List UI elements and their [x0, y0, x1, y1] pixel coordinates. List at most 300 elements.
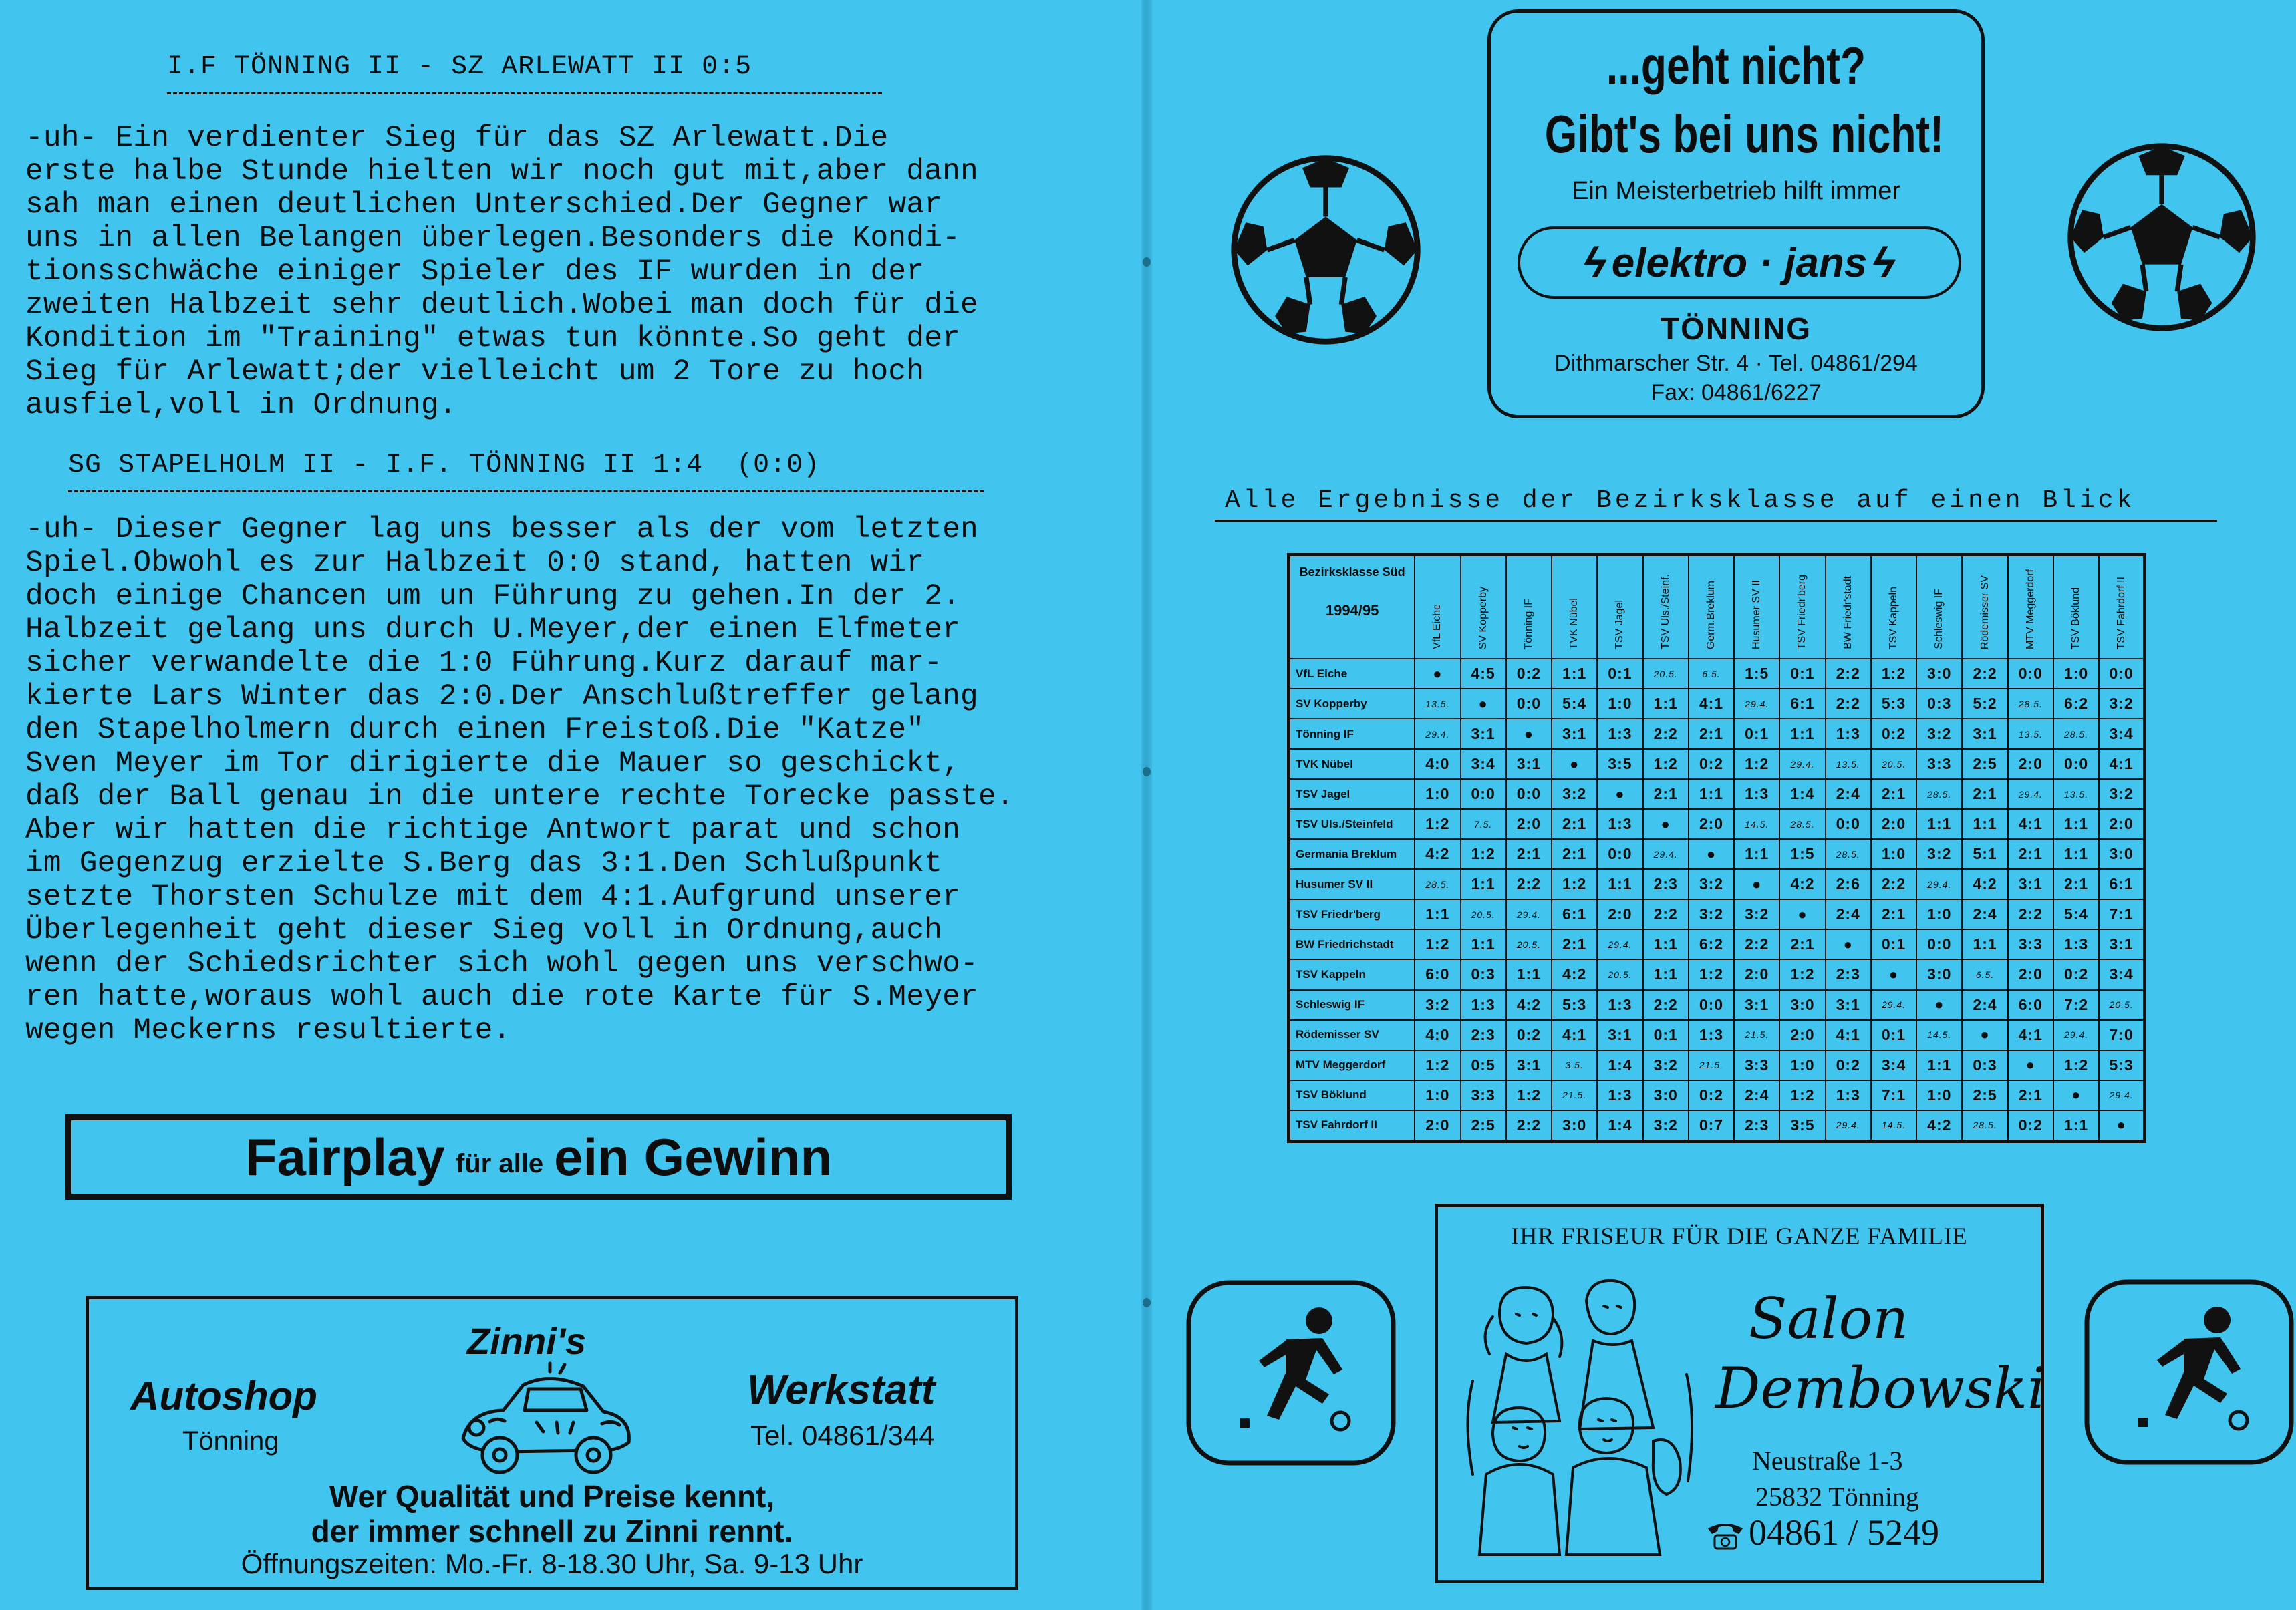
result-cell: 28.5. — [1415, 869, 1460, 899]
result-cell: 2:5 — [1962, 1080, 2007, 1110]
result-cell: 3:1 — [1506, 749, 1552, 779]
soccer-ball-icon — [2065, 140, 2259, 334]
result-cell: 6:0 — [1415, 959, 1460, 989]
result-cell: 20.5. — [1506, 929, 1552, 959]
salon-header: IHR FRISEUR FÜR DIE GANZE FAMILIE — [1511, 1223, 1968, 1249]
result-cell: 3:0 — [1643, 1080, 1689, 1110]
result-cell: 0:1 — [1871, 929, 1916, 959]
result-cell: 3:4 — [2099, 719, 2144, 749]
salon-street: Neustraße 1-3 — [1752, 1446, 1903, 1476]
article1-heading-underline — [167, 92, 882, 94]
result-cell: 1:1 — [1461, 869, 1506, 899]
result-cell: 2:0 — [2099, 809, 2144, 839]
result-cell: 1:1 — [1643, 929, 1689, 959]
result-cell: 3:2 — [1689, 899, 1734, 929]
result-cell: 2:1 — [1643, 779, 1689, 809]
fairplay-word: Fairplay — [245, 1127, 445, 1186]
result-cell: 3:2 — [1916, 839, 1962, 869]
result-cell: 0:1 — [1871, 1020, 1916, 1050]
salon-name-1: Salon — [1749, 1286, 1909, 1351]
result-cell: 6:1 — [1779, 689, 1825, 719]
result-cell: 3:2 — [1552, 779, 1597, 809]
result-cell: 1:1 — [1643, 689, 1689, 719]
result-cell: 6:0 — [2008, 990, 2053, 1020]
result-cell: 2:5 — [1461, 1110, 1506, 1142]
league-name: Bezirksklasse Süd — [1299, 565, 1405, 579]
result-cell: 4:1 — [1552, 1020, 1597, 1050]
result-cell: 3:1 — [1552, 719, 1597, 749]
result-cell: 1:1 — [2053, 839, 2099, 869]
result-cell: 3:1 — [1734, 990, 1779, 1020]
result-cell: 29.4. — [1871, 990, 1916, 1020]
result-cell: 2:0 — [1779, 1020, 1825, 1050]
team-name: TSV Friedr'berg — [1289, 899, 1415, 929]
result-cell: 2:3 — [1734, 1110, 1779, 1142]
result-cell: 1:0 — [1597, 689, 1642, 719]
column-header-label: TSV Jagel — [1614, 600, 1626, 649]
result-cell: 2:1 — [2008, 839, 2053, 869]
result-cell: 0:1 — [1779, 659, 1825, 689]
result-cell: 29.4. — [1506, 899, 1552, 929]
result-cell: 0:0 — [1916, 929, 1962, 959]
result-cell: 1:0 — [1779, 1050, 1825, 1080]
self-match-dot: ● — [1597, 779, 1642, 809]
column-header-label: VfL Eiche — [1431, 604, 1443, 649]
article-line: tionsschwäche einiger Spieler des IF wurden in der — [25, 255, 925, 289]
result-cell: 3:5 — [1779, 1110, 1825, 1142]
self-match-dot: ● — [1461, 689, 1506, 719]
column-header — [1415, 555, 1460, 659]
lightning-bolt-icon: ϟ — [1583, 238, 1606, 287]
result-cell: 29.4. — [1826, 1110, 1871, 1142]
result-cell: 2:2 — [1826, 659, 1871, 689]
column-header-label: MTV Meggerdorf — [2024, 569, 2036, 649]
result-cell: 2:0 — [1689, 809, 1734, 839]
result-cell: 5:3 — [2099, 1050, 2144, 1080]
result-cell: 2:4 — [1826, 779, 1871, 809]
self-match-dot: ● — [1643, 809, 1689, 839]
result-cell: 2:2 — [1962, 659, 2007, 689]
result-cell: 3:4 — [2099, 959, 2144, 989]
team-name: TSV Böklund — [1289, 1080, 1415, 1110]
result-cell: 2:1 — [1962, 779, 2007, 809]
column-header-label: TSV Böklund — [2070, 587, 2082, 649]
result-cell: 2:2 — [1643, 990, 1689, 1020]
result-cell: 1:1 — [1643, 959, 1689, 989]
result-cell: 29.4. — [1415, 719, 1460, 749]
zinni-advertisement — [86, 1296, 1018, 1590]
result-cell: 1:1 — [1916, 1050, 1962, 1080]
table-row — [1289, 779, 2145, 809]
column-header — [1643, 555, 1689, 659]
result-cell: 1:2 — [1643, 749, 1689, 779]
result-cell: 3:2 — [1643, 1050, 1689, 1080]
salon-phone: 04861 / 5249 — [1749, 1512, 1940, 1553]
article-line: Kondition im "Training" etwas tun könnte.So geht der — [25, 322, 961, 355]
article-line: den Stapelholmern durch einen Freistoß.Die "Katze" — [25, 713, 925, 747]
result-cell: 4:2 — [1506, 990, 1552, 1020]
result-cell: 2:3 — [1643, 869, 1689, 899]
result-cell: 1:0 — [2053, 659, 2099, 689]
result-cell: 4:1 — [2008, 1020, 2053, 1050]
column-header-label: Husumer SV II — [1751, 579, 1763, 649]
result-cell: 1:3 — [1734, 779, 1779, 809]
result-cell: 0:5 — [1461, 1050, 1506, 1080]
result-cell: 3.5. — [1552, 1050, 1597, 1080]
team-name: VfL Eiche — [1289, 659, 1415, 689]
result-cell: 5:3 — [1871, 689, 1916, 719]
result-cell: 1:3 — [1689, 1020, 1734, 1050]
self-match-dot: ● — [1552, 749, 1597, 779]
elektro-tagline: Ein Meisterbetrieb hilft immer — [1571, 177, 1901, 205]
result-cell: 1:0 — [1871, 839, 1916, 869]
result-cell: 13.5. — [2008, 719, 2053, 749]
result-cell: 5:4 — [1552, 689, 1597, 719]
result-cell: 3:1 — [2008, 869, 2053, 899]
result-cell: 1:2 — [1415, 929, 1460, 959]
family-illustration-icon — [1453, 1274, 1707, 1568]
soccer-player-pictogram-icon — [2084, 1278, 2295, 1466]
result-cell: 3:1 — [1826, 990, 1871, 1020]
result-cell: 4:0 — [1415, 1020, 1460, 1050]
article-line: Halbzeit gelang uns durch U.Meyer,der einen Elfmeter — [25, 613, 961, 647]
result-cell: 3:0 — [1916, 959, 1962, 989]
table-row — [1289, 1050, 2145, 1080]
result-cell: 20.5. — [1643, 659, 1689, 689]
article-line: -uh- Ein verdienter Sieg für das SZ Arlewatt.Die — [25, 122, 889, 155]
result-cell: 4:0 — [1415, 749, 1460, 779]
article-line: wenn der Schiedsrichter sich wohl gegen uns verschwo- — [25, 947, 978, 981]
result-cell: 2:2 — [1734, 929, 1779, 959]
result-cell: 2:6 — [1826, 869, 1871, 899]
result-cell: 4:2 — [1916, 1110, 1962, 1142]
result-cell: 6:2 — [1689, 929, 1734, 959]
result-cell: 2:1 — [1552, 839, 1597, 869]
column-header-label: TSV Kappeln — [1888, 586, 1900, 649]
team-name: Rödemisser SV — [1289, 1020, 1415, 1050]
self-match-dot: ● — [1826, 929, 1871, 959]
column-header-label: TSV Friedr'berg — [1796, 574, 1808, 649]
result-cell: 0:3 — [1916, 689, 1962, 719]
result-cell: 1:2 — [1415, 809, 1460, 839]
result-cell: 2:1 — [1552, 929, 1597, 959]
result-cell: 0:0 — [1826, 809, 1871, 839]
result-cell: 0:2 — [2053, 959, 2099, 989]
result-cell: 2:4 — [1826, 899, 1871, 929]
article-line: Spiel.Obwohl es zur Halbzeit 0:0 stand, hatten wir — [25, 546, 925, 580]
result-cell: 7:1 — [1871, 1080, 1916, 1110]
zinni-opening-hours: Öffnungszeiten: Mo.-Fr. 8-18.30 Uhr, Sa. 9-13 Uhr — [241, 1548, 863, 1579]
result-cell: 4:1 — [1689, 689, 1734, 719]
result-cell: 29.4. — [1734, 689, 1779, 719]
table-row — [1289, 809, 2145, 839]
result-cell: 29.4. — [1597, 929, 1642, 959]
soccer-ball-icon — [1228, 152, 1423, 347]
result-cell: 2:3 — [1461, 1020, 1506, 1050]
result-cell: 1:1 — [1962, 929, 2007, 959]
result-cell: 1:3 — [1826, 1080, 1871, 1110]
article-line: Überlegenheit geht dieser Sieg voll in Ordnung,auch — [25, 914, 943, 947]
result-cell: 7:0 — [2099, 1020, 2144, 1050]
result-cell: 2:2 — [1826, 689, 1871, 719]
result-cell: 0:2 — [1826, 1050, 1871, 1080]
result-cell: 0:0 — [2053, 749, 2099, 779]
article2-heading-underline — [68, 490, 984, 492]
result-cell: 20.5. — [1461, 899, 1506, 929]
salon-city: 25832 Tönning — [1755, 1482, 1919, 1512]
result-cell: 29.4. — [1643, 839, 1689, 869]
table-row — [1289, 659, 2145, 689]
result-cell: 1:5 — [1734, 659, 1779, 689]
elektro-address: Dithmarscher Str. 4 · Tel. 04861/294 — [1554, 351, 1918, 376]
result-cell: 1:1 — [1962, 809, 2007, 839]
result-cell: 3:3 — [2008, 929, 2053, 959]
result-cell: 13.5. — [1826, 749, 1871, 779]
autoshop-city: Tönning — [182, 1426, 279, 1456]
result-cell: 1:5 — [1779, 839, 1825, 869]
result-cell: 1:1 — [1415, 899, 1460, 929]
result-cell: 1:1 — [1461, 929, 1506, 959]
result-cell: 6:1 — [2099, 869, 2144, 899]
result-cell: 28.5. — [1916, 779, 1962, 809]
result-cell: 1:2 — [2053, 1050, 2099, 1080]
article-line: wegen Meckerns resultierte. — [25, 1014, 511, 1048]
result-cell: 29.4. — [1779, 749, 1825, 779]
result-cell: 0:0 — [1506, 689, 1552, 719]
result-cell: 20.5. — [1871, 749, 1916, 779]
result-cell: 3:2 — [2099, 689, 2144, 719]
elektro-jans-logo — [1518, 226, 1961, 299]
result-cell: 3:3 — [1461, 1080, 1506, 1110]
self-match-dot: ● — [1779, 899, 1825, 929]
article-line: Sven Meyer im Tor dirigierte die Mauer so geschickt, — [25, 747, 961, 780]
result-cell: 2:1 — [1871, 779, 1916, 809]
result-cell: 0:3 — [1962, 1050, 2007, 1080]
results-heading: Alle Ergebnisse der Bezirksklasse auf einen Blick — [1225, 486, 2136, 515]
fairplay-middle: für alle — [455, 1148, 544, 1178]
table-row — [1289, 990, 2145, 1020]
result-cell: 1:2 — [1506, 1080, 1552, 1110]
team-name: BW Friedrichstadt — [1289, 929, 1415, 959]
result-cell: 0:0 — [2099, 659, 2144, 689]
column-header — [2099, 555, 2144, 659]
column-header — [2008, 555, 2053, 659]
result-cell: 21.5. — [1552, 1080, 1597, 1110]
cartoon-car-icon — [450, 1358, 643, 1478]
fairplay-end: ein Gewinn — [554, 1127, 833, 1186]
result-cell: 20.5. — [2099, 990, 2144, 1020]
results-corner — [1289, 555, 1415, 659]
article-line: Aber wir hatten die richtige Antwort parat und schon — [25, 814, 961, 847]
result-cell: 0:1 — [1734, 719, 1779, 749]
table-row — [1289, 959, 2145, 989]
result-cell: 3:1 — [1461, 719, 1506, 749]
result-cell: 29.4. — [2008, 779, 2053, 809]
elektro-headline-2: Gibt's bei uns nicht! — [1544, 104, 1944, 164]
result-cell: 1:2 — [1689, 959, 1734, 989]
result-cell: 1:1 — [1734, 839, 1779, 869]
self-match-dot: ● — [2053, 1080, 2099, 1110]
result-cell: 29.4. — [2099, 1080, 2144, 1110]
column-header-label: TVK Nübel — [1568, 597, 1580, 649]
elektro-logo-text: elektro · jans — [1611, 239, 1868, 286]
result-cell: 2:2 — [1506, 869, 1552, 899]
salon-name-2: Dembowski — [1715, 1355, 2045, 1421]
result-cell: 2:0 — [1415, 1110, 1460, 1142]
result-cell: 1:2 — [1415, 1050, 1460, 1080]
self-match-dot: ● — [1415, 659, 1460, 689]
result-cell: 1:3 — [1597, 809, 1642, 839]
result-cell: 2:4 — [1734, 1080, 1779, 1110]
self-match-dot: ● — [2099, 1110, 2144, 1142]
result-cell: 2:4 — [1962, 899, 2007, 929]
result-cell: 14.5. — [1734, 809, 1779, 839]
article-line: uns in allen Belangen überlegen.Besonders die Kondi- — [25, 222, 961, 255]
result-cell: 3:2 — [1734, 899, 1779, 929]
table-row — [1289, 689, 2145, 719]
result-cell: 1:4 — [1597, 1050, 1642, 1080]
result-cell: 2:0 — [2008, 749, 2053, 779]
result-cell: 1:1 — [1552, 659, 1597, 689]
result-cell: 3:1 — [1597, 1020, 1642, 1050]
result-cell: 1:1 — [2053, 1110, 2099, 1142]
result-cell: 4:1 — [2099, 749, 2144, 779]
result-cell: 3:1 — [1962, 719, 2007, 749]
result-cell: 1:3 — [1461, 990, 1506, 1020]
result-cell: 1:2 — [1779, 959, 1825, 989]
result-cell: 7:2 — [2053, 990, 2099, 1020]
result-cell: 1:4 — [1597, 1110, 1642, 1142]
self-match-dot: ● — [1734, 869, 1779, 899]
result-cell: 3:3 — [1916, 749, 1962, 779]
result-cell: 3:0 — [1552, 1110, 1597, 1142]
table-row — [1289, 1080, 2145, 1110]
fairplay-banner — [65, 1114, 1012, 1200]
table-row — [1289, 899, 2145, 929]
result-cell: 1:3 — [1597, 990, 1642, 1020]
result-cell: 1:1 — [2053, 809, 2099, 839]
result-cell: 1:3 — [1826, 719, 1871, 749]
zinni-slogan-1: Wer Qualität und Preise kennt, — [329, 1479, 775, 1514]
team-name: TSV Fahrdorf II — [1289, 1110, 1415, 1142]
article-line: ausfiel,voll in Ordnung. — [25, 389, 457, 422]
result-cell: 2:2 — [1871, 869, 1916, 899]
result-cell: 3:2 — [1689, 869, 1734, 899]
table-row — [1289, 719, 2145, 749]
zinni-brand: Zinni's — [467, 1320, 587, 1362]
column-header — [1916, 555, 1962, 659]
result-cell: 2:5 — [1962, 749, 2007, 779]
result-cell: 6.5. — [1962, 959, 2007, 989]
article-line: Sieg für Arlewatt;der vielleicht um 2 Tore zu hoch — [25, 355, 925, 389]
soccer-player-pictogram-icon — [1185, 1279, 1397, 1466]
self-match-dot: ● — [1506, 719, 1552, 749]
results-heading-rule — [1215, 520, 2217, 522]
result-cell: 0:0 — [1597, 839, 1642, 869]
result-cell: 7.5. — [1461, 809, 1506, 839]
result-cell: 2:4 — [1962, 990, 2007, 1020]
column-header — [1871, 555, 1916, 659]
result-cell: 0:2 — [1506, 659, 1552, 689]
result-cell: 2:0 — [1871, 809, 1916, 839]
elektro-city: TÖNNING — [1660, 311, 1812, 346]
result-cell: 14.5. — [1916, 1020, 1962, 1050]
team-name: TSV Jagel — [1289, 779, 1415, 809]
result-cell: 28.5. — [1962, 1110, 2007, 1142]
result-cell: 5:3 — [1552, 990, 1597, 1020]
self-match-dot: ● — [1916, 990, 1962, 1020]
team-name: MTV Meggerdorf — [1289, 1050, 1415, 1080]
result-cell: 1:1 — [1597, 869, 1642, 899]
telephone-icon — [1705, 1519, 1745, 1551]
result-cell: 2:2 — [1643, 719, 1689, 749]
result-cell: 13.5. — [2053, 779, 2099, 809]
column-header-label: BW Friedr'stadt — [1842, 576, 1854, 649]
result-cell: 5:1 — [1962, 839, 2007, 869]
column-header — [1826, 555, 1871, 659]
result-cell: 2:1 — [1779, 929, 1825, 959]
column-header-label: Schleswig IF — [1933, 589, 1945, 649]
team-name: TSV Kappeln — [1289, 959, 1415, 989]
werkstatt-phone: Tel. 04861/344 — [750, 1420, 935, 1451]
table-row — [1289, 749, 2145, 779]
result-cell: 4:5 — [1461, 659, 1506, 689]
result-cell: 0:0 — [1689, 990, 1734, 1020]
result-cell: 3:2 — [2099, 779, 2144, 809]
result-cell: 3:2 — [1415, 990, 1460, 1020]
result-cell: 2:1 — [2053, 869, 2099, 899]
team-name: Schleswig IF — [1289, 990, 1415, 1020]
column-header — [1552, 555, 1597, 659]
result-cell: 0:0 — [1461, 779, 1506, 809]
table-row — [1289, 1110, 2145, 1142]
zinni-slogan-2: der immer schnell zu Zinni rennt. — [311, 1514, 793, 1549]
result-cell: 28.5. — [2053, 719, 2099, 749]
result-cell: 4:2 — [1552, 959, 1597, 989]
result-cell: 2:2 — [2008, 899, 2053, 929]
result-cell: 14.5. — [1871, 1110, 1916, 1142]
elektro-jans-advertisement — [1487, 9, 1985, 418]
result-cell: 1:1 — [1506, 959, 1552, 989]
result-cell: 2:0 — [1734, 959, 1779, 989]
result-cell: 2:1 — [1552, 809, 1597, 839]
self-match-dot: ● — [1871, 959, 1916, 989]
self-match-dot: ● — [1689, 839, 1734, 869]
result-cell: 20.5. — [1597, 959, 1642, 989]
result-cell: 3:0 — [1916, 659, 1962, 689]
result-cell: 1:2 — [1779, 1080, 1825, 1110]
result-cell: 0:0 — [2008, 659, 2053, 689]
result-cell: 1:2 — [1552, 869, 1597, 899]
result-cell: 0:0 — [1506, 779, 1552, 809]
column-header-label: SV Kopperby — [1477, 586, 1489, 649]
article2-body — [25, 513, 1148, 1048]
team-name: Germania Breklum — [1289, 839, 1415, 869]
result-cell: 28.5. — [1779, 809, 1825, 839]
team-name: TVK Nübel — [1289, 749, 1415, 779]
result-cell: 6.5. — [1689, 659, 1734, 689]
result-cell: 4:2 — [1415, 839, 1460, 869]
result-cell: 3:0 — [1779, 990, 1825, 1020]
article-line: -uh- Dieser Gegner lag uns besser als der vom letzten — [25, 513, 978, 546]
result-cell: 29.4. — [2053, 1020, 2099, 1050]
self-match-dot: ● — [2008, 1050, 2053, 1080]
result-cell: 3:1 — [2099, 929, 2144, 959]
left-page — [0, 0, 1143, 1610]
result-cell: 5:2 — [1962, 689, 2007, 719]
article2-heading: SG STAPELHOLM II - I.F. TÖNNING II 1:4 (0:0) — [68, 450, 821, 480]
result-cell: 2:0 — [2008, 959, 2053, 989]
